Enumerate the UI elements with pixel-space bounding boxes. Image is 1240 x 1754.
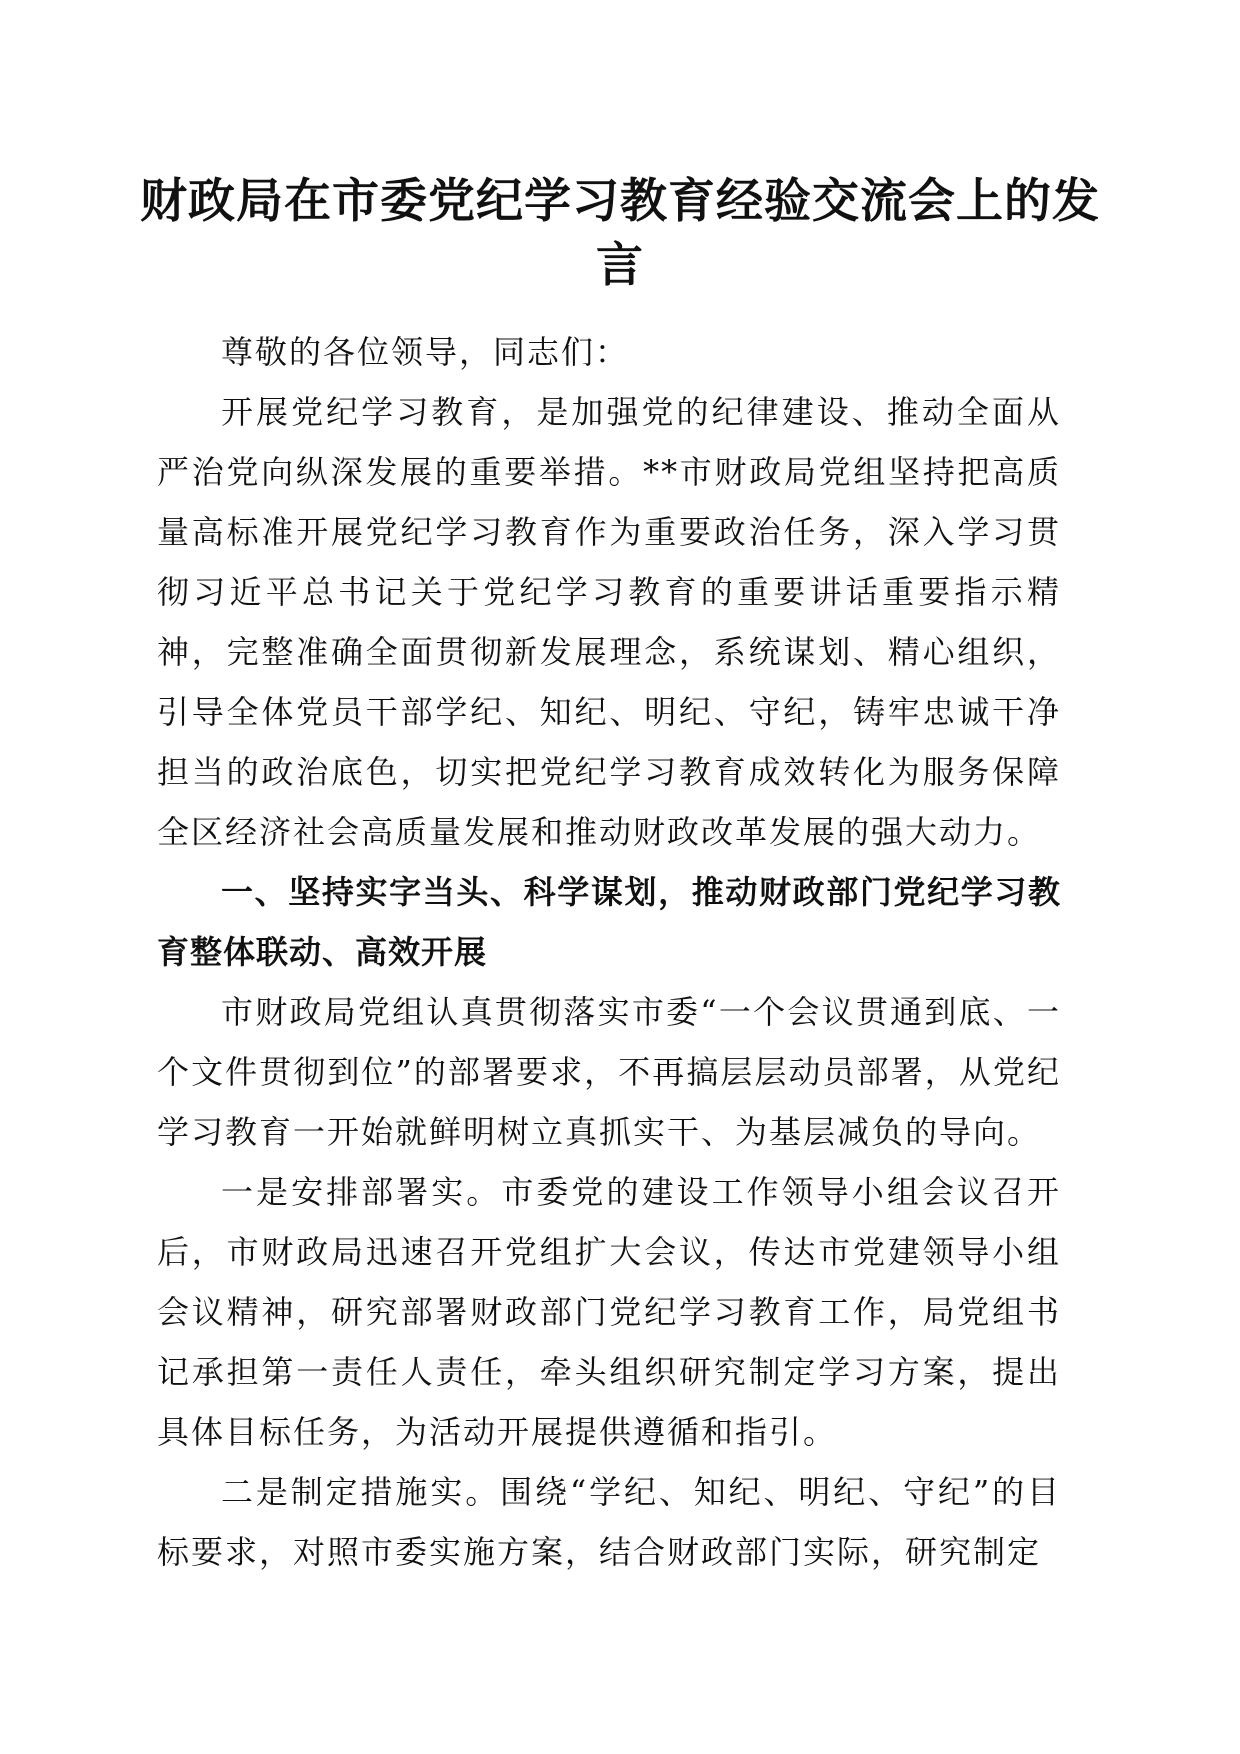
intro-paragraph: 开展党纪学习教育，是加强党的纪律建设、推动全面从严治党向纵深发展的重要举措。**市财政局党组坚持把高质量高标准开展党纪学习教育作为重要政治任务，深入学习贯彻习近平总书记关于党纪学习教育的重要讲话重要指示精神，完整准确全面贯彻新发展理念，系统谋划、精心组织，引导全体党员干部学纪、知纪、明纪、守纪，铸牢忠诚干净担当的政治底色，切实把党纪学习教育成效转化为服务保障全区经济社会高质量发展和推动财政改革发展的强大动力。 (157, 393, 1061, 851)
document-body (157, 322, 1061, 1582)
salutation: 尊敬的各位领导，同志们： (221, 333, 630, 371)
section-heading-1: 一、坚持实字当头、科学谋划，推动财政部门党纪学习教育整体联动、高效开展 (157, 873, 1061, 971)
section1-paragraph: 二是制定措施实。围绕“学纪、知纪、明纪、守纪”的目标要求，对照市委实施方案，结合财政部门实际，研究制定 (157, 1473, 1061, 1571)
section1-paragraph: 一是安排部署实。市委党的建设工作领导小组会议召开后，市财政局迅速召开党组扩大会议，传达市党建领导小组会议精神，研究部署财政部门党纪学习教育工作，局党组书记承担第一责任人责任，牵头组织研究制定学习方案，提出具体目标任务，为活动开展提供遵循和指引。 (157, 1173, 1061, 1451)
section1-paragraph: 市财政局党组认真贯彻落实市委“一个会议贯通到底、一个文件贯彻到位”的部署要求，不再搞层层动员部署，从党纪学习教育一开始就鲜明树立真抓实干、为基层减负的导向。 (157, 993, 1061, 1151)
document-title: 财政局在市委党纪学习教育经验交流会上的发言 (140, 174, 1100, 293)
